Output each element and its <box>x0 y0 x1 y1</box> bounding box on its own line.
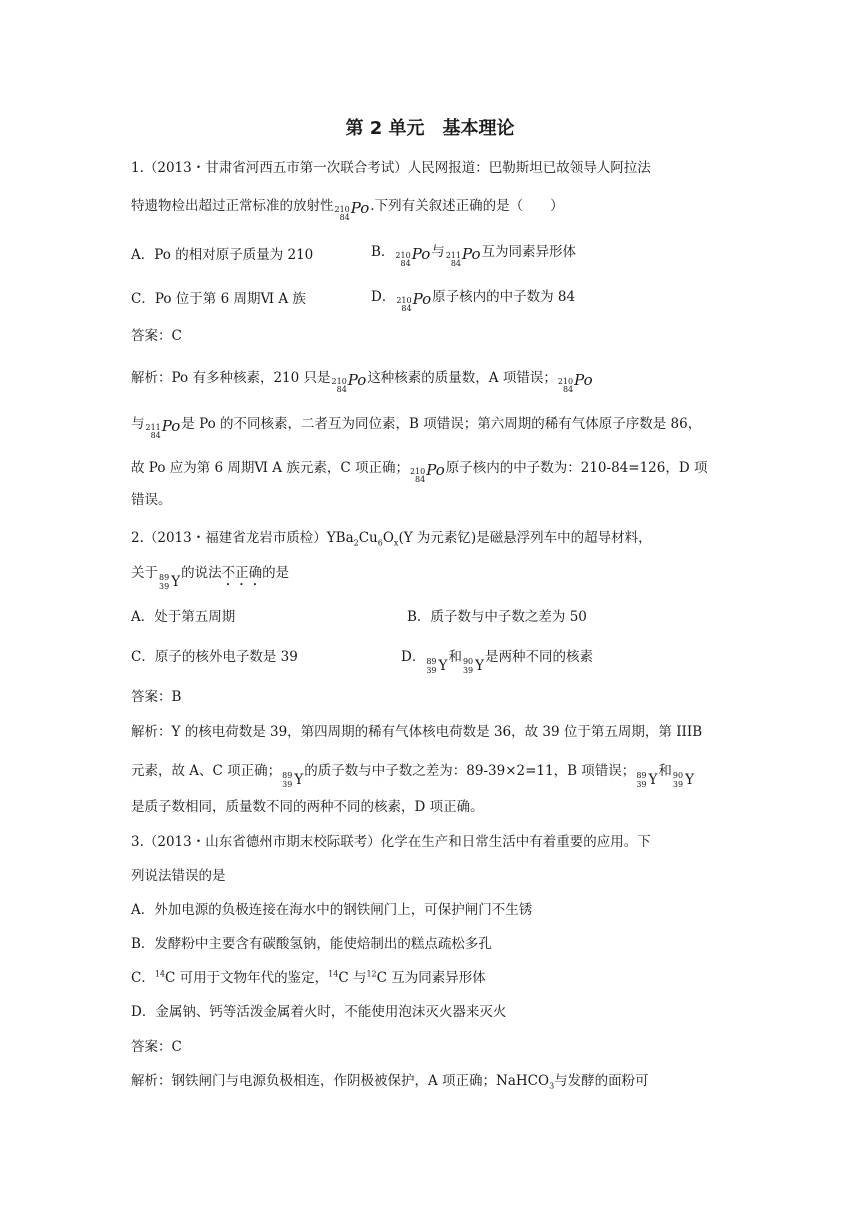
q1-explanation-line3: 故 Po 应为第 6 周期Ⅵ A 族元素，C 项正确； 210 84 Po 原子核内的中子数为：210-84=126，D 项 <box>131 460 708 484</box>
q2-explanation-line1: 解析：Y 的核电荷数是 39，第四周期的稀有气体核电荷数是 36，故 39 位于第五周期，第 IIIB <box>131 724 703 740</box>
q1-explanation-line2: 与 211 84 Po 是 Po 的不同核素，二者互为同位素，B 项错误；第六周期的稀有气体原子序数是 86， <box>131 416 702 440</box>
nuclide-po211: 211 84 Po <box>445 245 481 268</box>
nuclide-y89: 89 39 Y <box>159 573 181 591</box>
nuclide-y89: 89 39 Y <box>426 657 448 675</box>
q2-option-a: A．处于第五周期 <box>131 609 236 625</box>
page-title: 第 2 单元 基本理论 <box>345 118 515 139</box>
q3-explanation-line1: 解析：钢铁闸门与电源负极相连，作阴极被保护，A 项正确；NaHCO$_3$与发酵的面粉可 <box>131 1073 649 1091</box>
q1-explanation-line1: 解析：Po 有多种核素，210 只是 210 84 Po 这种核素的质量数，A 项错误； 210 84 Po <box>131 370 593 394</box>
q1-option-a: A．Po 的相对原子质量为 210 <box>131 247 314 263</box>
nuclide-y90: 90 39 Y <box>672 771 695 789</box>
nuclide-po210: 210 84 Po <box>334 199 370 222</box>
q3-stem-line1: 3.（2013・山东省德州市期末校际联考）化学在生产和日常生活中有着重要的应用。下 <box>131 834 651 850</box>
nuclide-po210: 210 84 Po <box>331 371 367 394</box>
q2-explanation-line3: 是质子数相同，质量数不同的两种不同的核素，D 项正确。 <box>131 799 484 815</box>
q2-option-b: B．质子数与中子数之差为 50 <box>407 609 587 625</box>
nuclide-po210: 210 84 Po <box>557 371 593 394</box>
q2-explanation-line2: 元素，故 A、C 项正确； 89 39 Y 的质子数与中子数之差为：89-39×2=11，B 项错误； 89 39 Y 和 90 39 Y <box>131 763 695 789</box>
nuclide-y90: 90 39 Y <box>462 657 485 675</box>
q1-explanation-line4: 错误。 <box>131 492 172 508</box>
q1-stem-line1: 1.（2013・甘肃省河西五市第一次联合考试）人民网报道：巴勒斯坦已故领导人阿拉法 <box>131 160 651 176</box>
emphasis-not-correct: 不正确 <box>221 565 263 581</box>
q3-option-d: D．金属钠、钙等活泼金属着火时，不能使用泡沫灭火器来灭火 <box>131 1004 507 1020</box>
q1-option-d: D． 210 84 Po 原子核内的中子数为 84 <box>371 289 576 313</box>
q2-stem-line2: 关于 89 39 Y 的说法不正确的是 <box>131 565 290 591</box>
q2-answer: 答案：B <box>131 689 182 705</box>
q3-stem-line2: 列说法错误的是 <box>131 868 226 884</box>
q2-option-c: C．原子的核外电子数是 39 <box>131 649 298 665</box>
q3-answer: 答案：C <box>131 1039 182 1055</box>
nuclide-po210: 210 84 Po <box>409 461 445 484</box>
nuclide-po210: 210 84 Po <box>395 245 431 268</box>
nuclide-po211: 211 84 Po <box>145 417 181 440</box>
q3-option-b: B．发酵粉中主要含有碳酸氢钠，能使焙制出的糕点疏松多孔 <box>131 936 492 952</box>
q1-option-c: C．Po 位于第 6 周期Ⅵ A 族 <box>131 291 306 307</box>
q2-option-d: D． 89 39 Y 和 90 39 Y 是两种不同的核素 <box>401 649 594 675</box>
q2-stem-line1: 2.（2013・福建省龙岩市质检）$YBa_2Cu_6O_x(Y$ 为元素钇)是磁悬浮列车中的超导材料， <box>131 530 652 548</box>
nuclide-po210: 210 84 Po <box>396 290 432 313</box>
q1-stem-line2: 特遗物检出超过正常标准的放射性 210 84 Po .下列有关叙述正确的是（ ） <box>131 198 564 222</box>
q3-option-c: C．$^{14}$C 可用于文物年代的鉴定，$^{14}$C 与$^{12}$C 互为同素异形体 <box>131 969 486 986</box>
q1-answer: 答案：C <box>131 328 182 344</box>
nuclide-y89: 89 39 Y <box>282 771 304 789</box>
q1-option-b: B． 210 84 Po 与 211 84 Po 互为同素异形体 <box>371 244 577 268</box>
nuclide-y89: 89 39 Y <box>636 771 658 789</box>
q3-option-a: A．外加电源的负极连接在海水中的钢铁闸门上，可保护闸门不生锈 <box>131 902 533 918</box>
